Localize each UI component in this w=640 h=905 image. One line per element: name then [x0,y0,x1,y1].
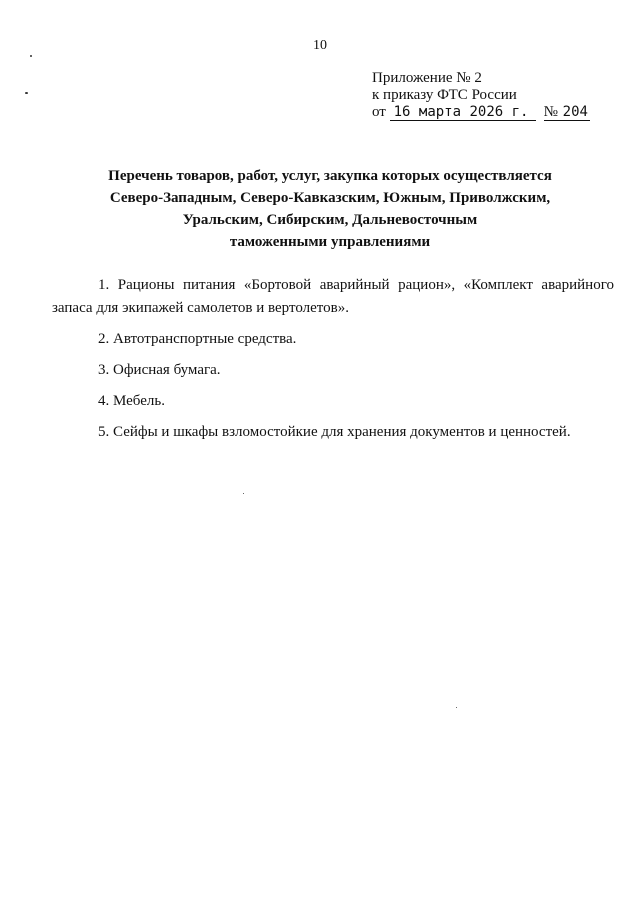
list-item: 4. Мебель. [98,393,165,409]
title-line: таможенными управлениями [229,234,431,250]
list-item: 5. Сейфы и шкафы взломостойкие для хранения документов и ценностей. [98,424,571,440]
appendix-block [372,70,590,121]
appendix-order-reference: к приказу ФТС России [372,87,517,103]
title-line: Северо-Западным, Северо-Кавказским, Южным, Приволжским, [109,190,551,206]
order-date: 16 марта 2026 г. [390,105,536,121]
scan-speck [456,707,457,708]
scan-speck [30,55,32,57]
list-item: 1. Рационы питания «Бортовой аварийный рацион», «Комплект аварийного запаса для экипажей самолетов и вертолетов». [52,277,614,316]
order-date-number-line [372,104,590,121]
title-line: Перечень товаров, работ, услуг, закупка которых осуществляется [108,168,552,184]
title-line: Уральским, Сибирским, Дальневосточным [182,212,478,228]
scan-speck [243,493,244,494]
item-list [52,274,614,452]
list-item: 2. Автотранспортные средства. [98,331,297,347]
appendix-title: Приложение № 2 [372,70,482,86]
page-number: 10 [313,38,327,53]
order-number: 204 [562,104,588,120]
document-title [70,165,590,253]
number-sign: № [543,104,558,120]
scan-speck [25,92,28,94]
order-number-field [544,105,590,121]
list-item: 3. Офисная бумага. [98,362,221,378]
date-prefix: от [372,104,386,120]
